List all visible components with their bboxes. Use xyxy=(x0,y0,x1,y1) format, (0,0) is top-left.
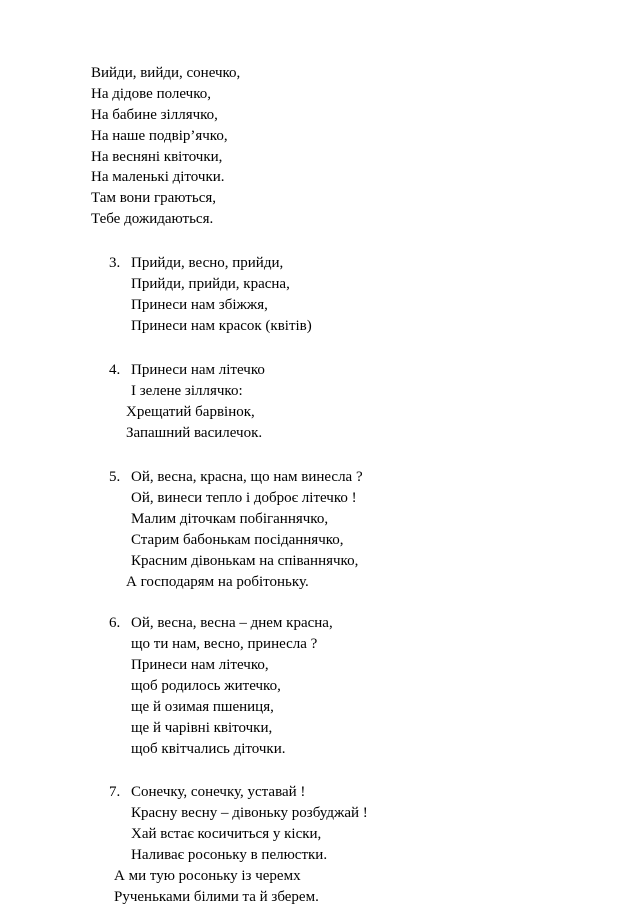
stanza-line: Принеси нам збіжжя, xyxy=(131,297,268,313)
stanza-number: 4. xyxy=(109,362,121,378)
stanza-line: Сонечку, сонечку, уставай ! xyxy=(131,784,306,800)
intro-line: На весняні квіточки, xyxy=(91,149,223,165)
stanza-line: Старим бабонькам посіданнячко, xyxy=(131,532,344,548)
stanza-line: Хай встає косичиться у кіски, xyxy=(131,826,322,842)
stanza-line: Принеси нам літечко, xyxy=(131,657,269,673)
intro-line: На маленькі діточки. xyxy=(91,169,225,185)
stanza-number: 7. xyxy=(109,784,121,800)
stanza-line: щоб родилось житечко, xyxy=(131,678,281,694)
intro-line: На дідове полечко, xyxy=(91,86,211,102)
stanza-line: А господарям на робітоньку. xyxy=(126,574,309,590)
intro-line: Вийди, вийди, сонечко, xyxy=(91,65,241,81)
stanza-line: Рученьками білими та й зберем. xyxy=(114,889,319,905)
stanza-line: Наливає росоньку в пелюстки. xyxy=(131,847,328,863)
intro-line: На бабине зіллячко, xyxy=(91,107,218,123)
stanza-line: ще й чарівні квіточки, xyxy=(131,720,273,736)
stanza-line: щоб квітчались діточки. xyxy=(131,741,286,757)
stanza-line: Красним дівонькам на співаннячко, xyxy=(131,553,359,569)
intro-line: Тебе дожидаються. xyxy=(91,211,214,227)
stanza-line: ще й озимая пшениця, xyxy=(131,699,274,715)
intro-line: На наше подвір’ячко, xyxy=(91,128,228,144)
stanza-line: А ми тую росоньку із черемх xyxy=(114,868,301,884)
stanza-line: Принеси нам красок (квітів) xyxy=(131,318,312,334)
stanza-number: 3. xyxy=(109,255,121,271)
stanza-line: Прийди, весно, прийди, xyxy=(131,255,284,271)
stanza-line: що ти нам, весно, принесла ? xyxy=(131,636,318,652)
intro-line: Там вони граються, xyxy=(91,190,216,206)
stanza-line: Прийди, прийди, красна, xyxy=(131,276,290,292)
stanza-line: Ой, винеси тепло і доброє літечко ! xyxy=(131,490,357,506)
stanza-line: Ой, весна, красна, що нам винесла ? xyxy=(131,469,363,485)
stanza-line: Красну весну – дівоньку розбуджай ! xyxy=(131,805,368,821)
stanza-number: 5. xyxy=(109,469,121,485)
stanza-line: І зелене зіллячко: xyxy=(131,383,243,399)
stanza-line: Малим діточкам побіганнячко, xyxy=(131,511,329,527)
stanza-line: Принеси нам літечко xyxy=(131,362,265,378)
stanza-number: 6. xyxy=(109,615,121,631)
stanza-line: Запашний василечок. xyxy=(126,425,263,441)
stanza-line: Хрещатий барвінок, xyxy=(126,404,255,420)
stanza-line: Ой, весна, весна – днем красна, xyxy=(131,615,333,631)
